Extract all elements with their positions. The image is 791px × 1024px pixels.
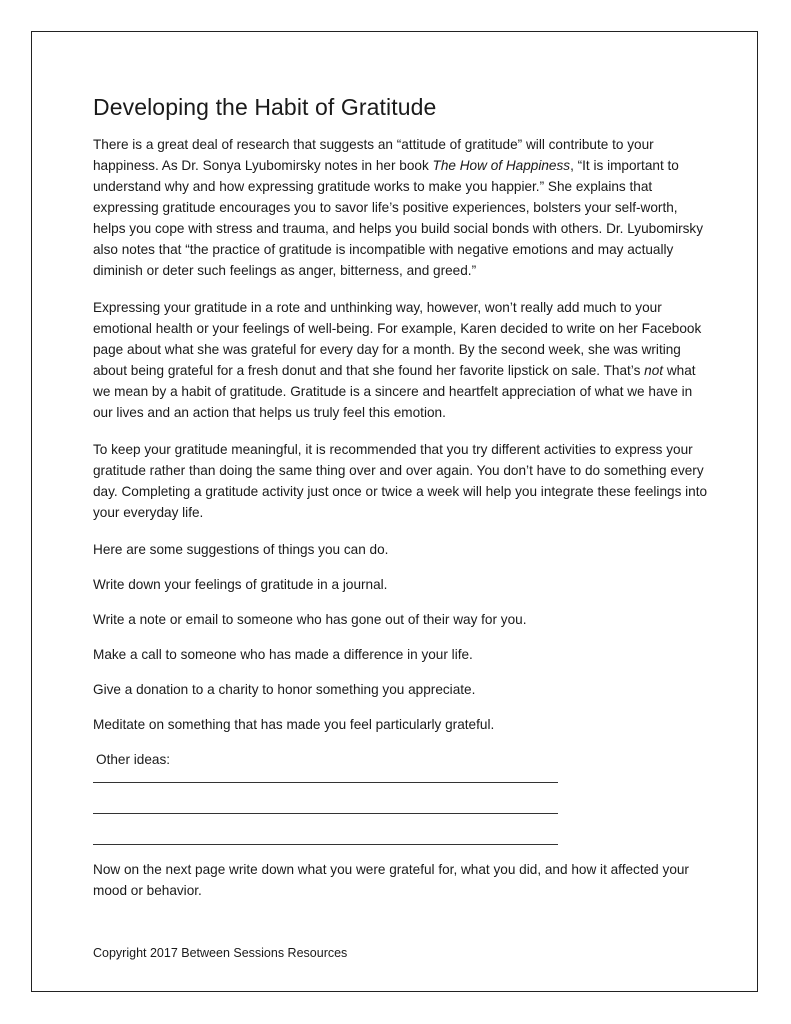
- intro-text-end: , “It is important to understand why and how expressing gratitude works to make you happier.” She explains that expressing gratitude encourages you to savor life’s positive experiences, bolsters your self-worth, helps you cope with stress and trauma, and helps you build social bonds with others. Dr. Lyubomirsky also notes that “the practice of gratitude is incompatible with negative emotions and may actually diminish or deter such feelings as anger, bitterness, and greed.”: [93, 158, 704, 278]
- book-title: The How of Happiness: [432, 158, 571, 173]
- suggestions-intro: Here are some suggestions of things you can do.: [93, 542, 389, 557]
- rote-gratitude-paragraph: [93, 297, 708, 423]
- meaningful-gratitude-paragraph: To keep your gratitude meaningful, it is recommended that you try different activities to express your gratitude rather than doing the same thing over and over again. You don’t have to do something every day. Completing a gratitude activity just once or twice a week will help you integrate these feelings into your everyday life.: [93, 442, 708, 520]
- suggestion-item: Write down your feelings of gratitude in a journal.: [93, 577, 388, 592]
- closing-instruction: Now on the next page write down what you were grateful for, what you did, and how it affected your mood or behavior.: [93, 862, 689, 898]
- other-ideas-line[interactable]: [93, 844, 558, 845]
- intro-paragraph: [93, 134, 708, 281]
- copyright-footer: Copyright 2017 Between Sessions Resources: [93, 946, 348, 960]
- suggestion-item: Write a note or email to someone who has gone out of their way for you.: [93, 612, 527, 627]
- other-ideas-line[interactable]: [93, 782, 558, 783]
- suggestion-item: Make a call to someone who has made a difference in your life.: [93, 647, 473, 662]
- emphasis-not: not: [644, 363, 664, 378]
- other-ideas-label: Other ideas:: [96, 752, 171, 767]
- suggestion-item: Give a donation to a charity to honor something you appreciate.: [93, 682, 476, 697]
- document-title: Developing the Habit of Gratitude: [93, 94, 437, 120]
- other-ideas-line[interactable]: [93, 813, 558, 814]
- document-body: [93, 92, 708, 917]
- suggestion-item: Meditate on something that has made you feel particularly grateful.: [93, 717, 495, 732]
- rote-text-end: what we mean by a habit of gratitude. Gratitude is a sincere and heartfelt appreciation of what we have in our lives and an action that helps us truly feel this emotion.: [93, 363, 696, 420]
- rote-text-start: Expressing your gratitude in a rote and unthinking way, however, won’t really add much to your emotional health or your feelings of well-being. For example, Karen decided to write on her Facebook page about what she was grateful for every day for a month. By the second week, she was writing about being grateful for a fresh donut and that she found her favorite lipstick on sale. That’s: [93, 300, 702, 378]
- intro-text-start: There is a great deal of research that suggests an “attitude of gratitude” will contribute to your happiness. As Dr. Sonya Lyubomirsky notes in her book: [93, 137, 654, 173]
